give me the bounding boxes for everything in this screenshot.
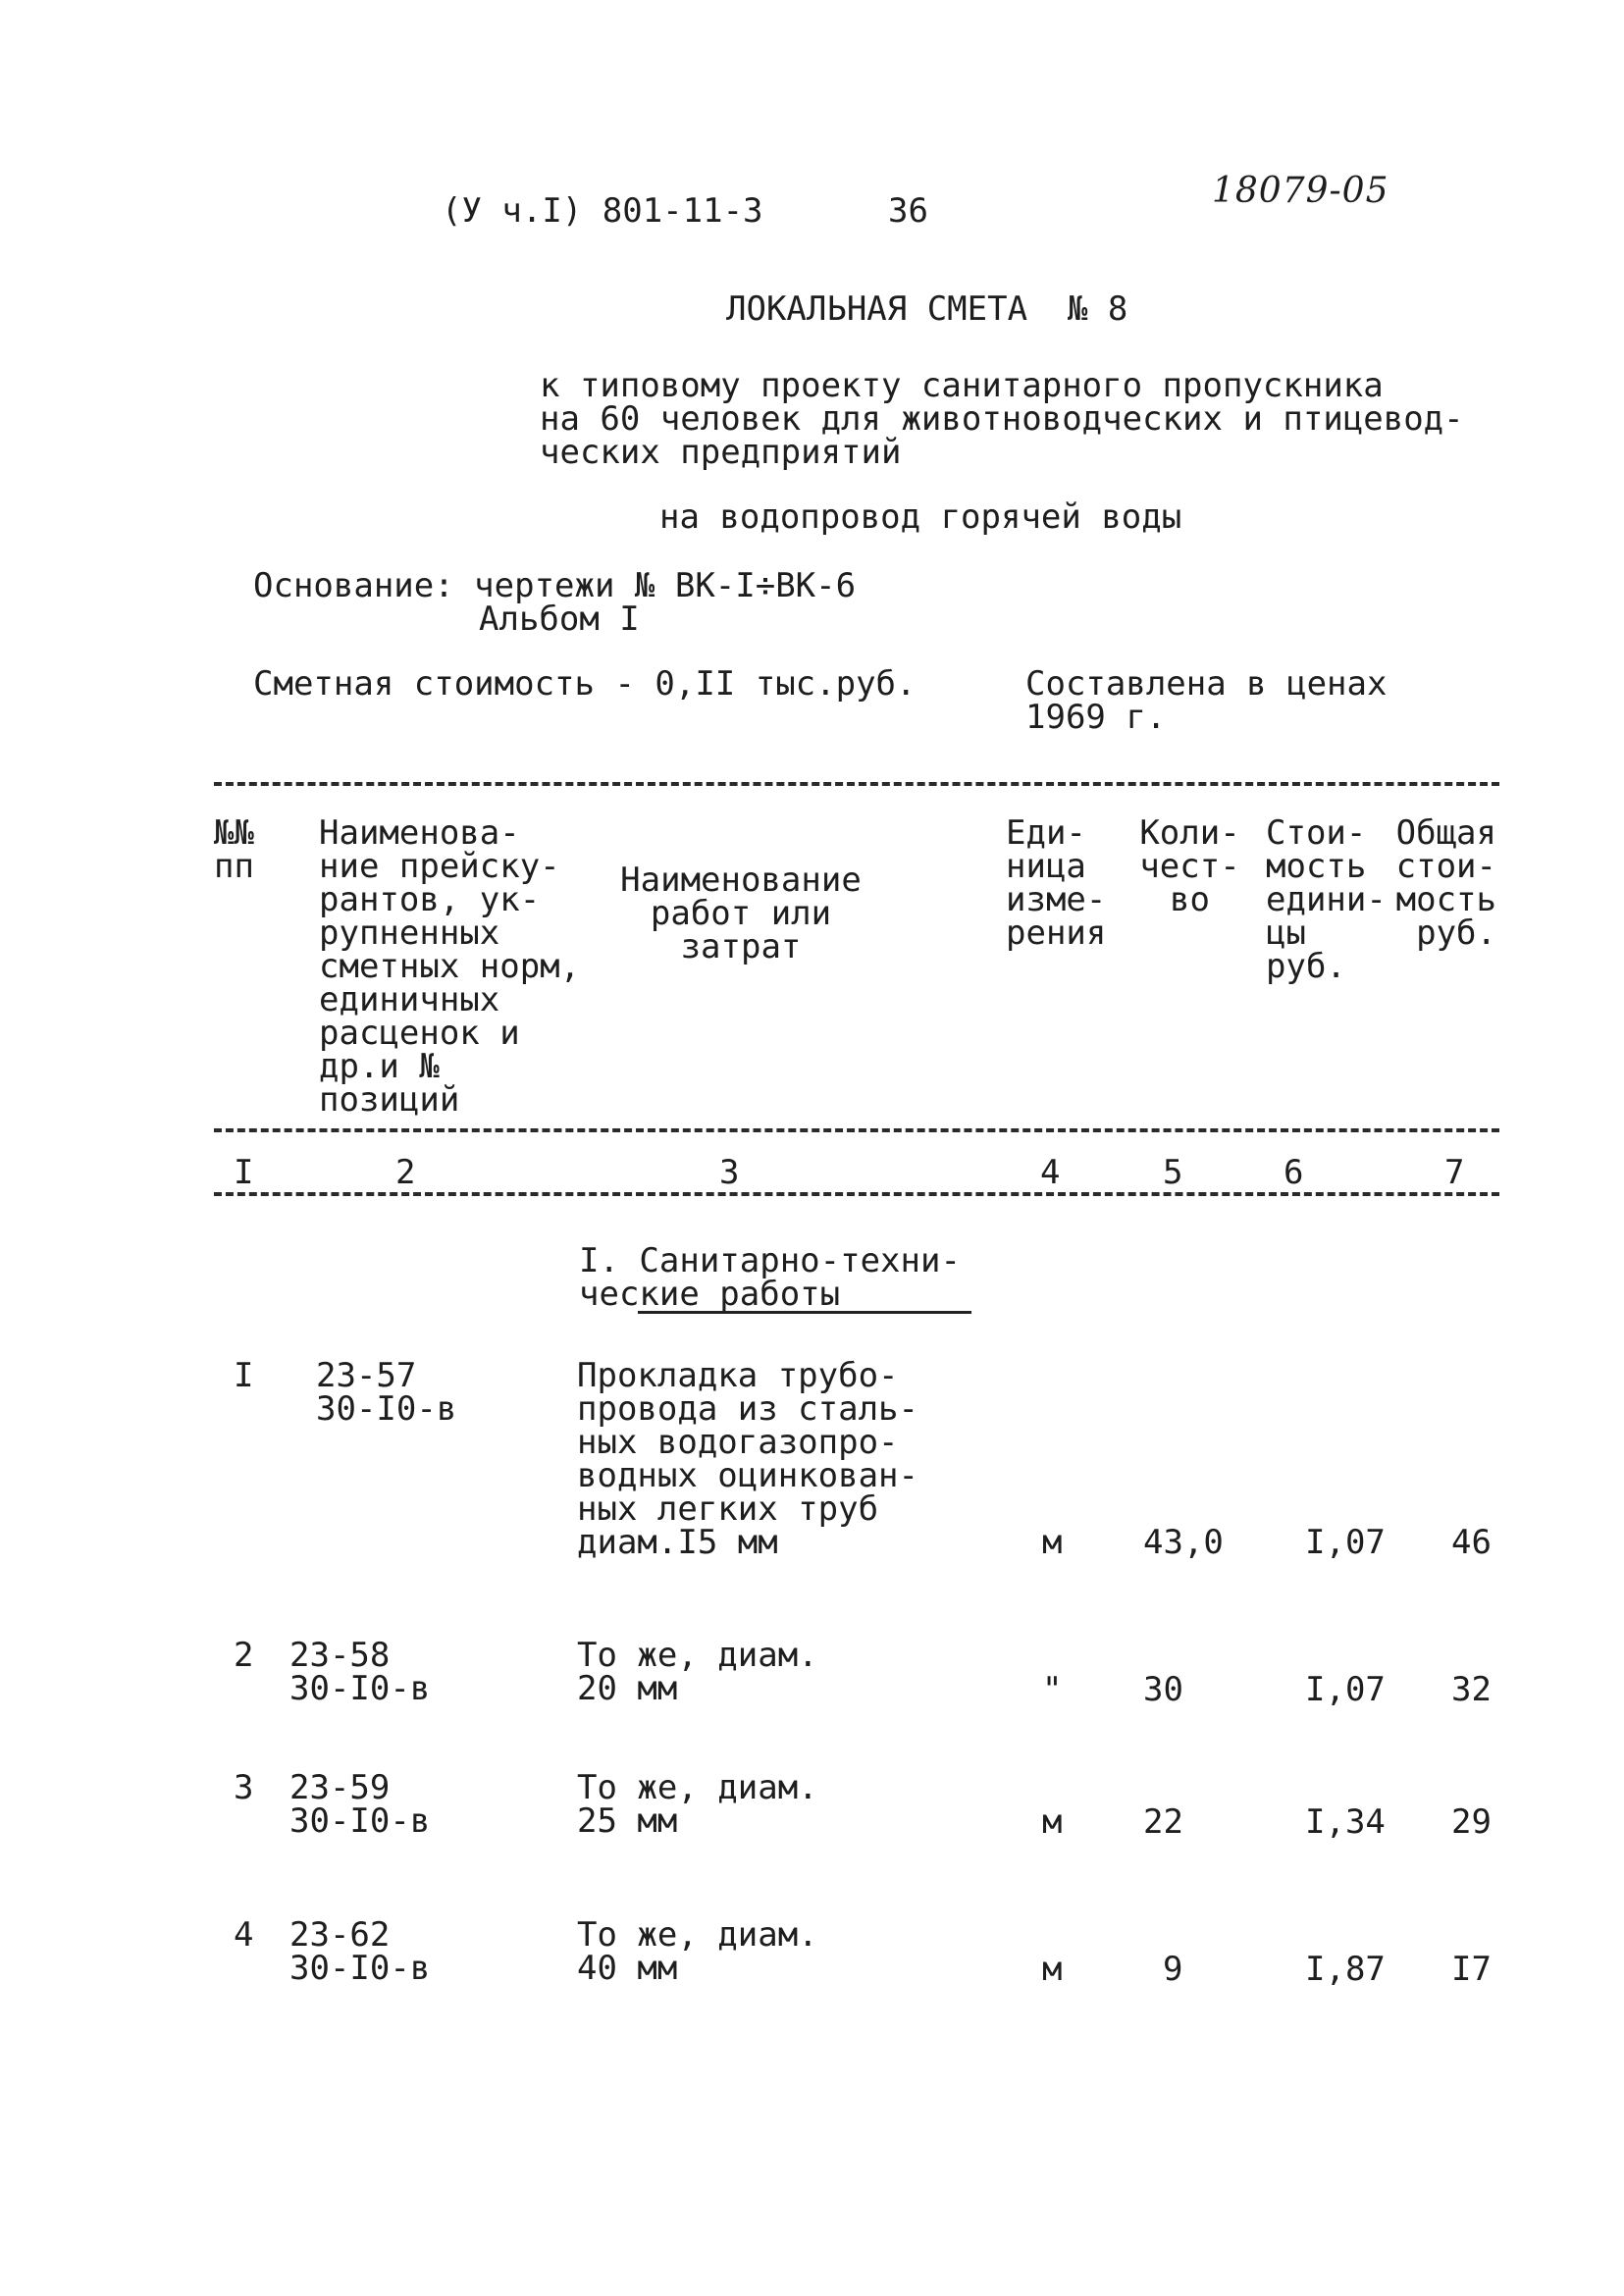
section-title-underline [638, 1311, 971, 1314]
row-4-name: То же, диам. 40 мм [577, 1915, 818, 1988]
basis-line-1: Основание: чертежи № ВК-I÷ВК-6 [253, 566, 857, 605]
page-number: 36 [888, 191, 928, 231]
row-1-num: I [234, 1356, 254, 1395]
prices-line-1: Составлена в ценах [1025, 664, 1388, 704]
row-4-num: 4 [234, 1915, 254, 1955]
row-2-total: 32 [1451, 1670, 1492, 1709]
header-col-6: Стои- мость едини- цы руб. [1266, 813, 1387, 986]
colnum-7: 7 [1444, 1153, 1465, 1192]
row-3-name: То же, диам. 25 мм [577, 1768, 818, 1841]
colnum-2: 2 [395, 1153, 416, 1192]
basis-line-2: Альбом I [479, 600, 640, 639]
colnum-5: 5 [1163, 1153, 1183, 1192]
header-col-7: Общая стои- мость руб. [1395, 813, 1496, 953]
colnum-6: 6 [1283, 1153, 1304, 1192]
row-1-code: 23-57 30-I0-в [316, 1356, 457, 1429]
row-3-price: I,34 [1305, 1802, 1386, 1842]
row-3-num: 3 [234, 1768, 254, 1807]
prices-line-2: 1969 г. [1025, 698, 1167, 737]
header-col-1: №№ пп [214, 813, 254, 886]
row-4-code: 23-62 30-I0-в [289, 1915, 431, 1988]
colnum-1: I [234, 1153, 254, 1192]
row-1-price: I,07 [1305, 1523, 1386, 1562]
colnum-4: 4 [1040, 1153, 1061, 1192]
row-2-unit: " [1042, 1670, 1063, 1709]
row-2-code: 23-58 30-I0-в [289, 1636, 431, 1708]
header-col-3: Наименование работ или затрат [620, 861, 862, 966]
row-1-qty: 43,0 [1143, 1523, 1224, 1562]
row-1-total: 46 [1451, 1523, 1492, 1562]
document-code: (У ч.I) 801-11-3 [442, 191, 763, 231]
header-col-4: Еди- ница изме- рения [1006, 813, 1107, 953]
row-2-num: 2 [234, 1636, 254, 1675]
row-4-qty: 9 [1163, 1950, 1183, 1989]
row-4-unit: м [1042, 1950, 1063, 1989]
subtitle-line-3: ческих предприятий [540, 433, 902, 472]
handwritten-number: 18079-05 [1212, 171, 1389, 211]
row-3-total: 29 [1451, 1802, 1492, 1842]
header-col-2: Наименова- ние прейску- рантов, ук- рупненных сметных норм, единичных расценок и др.и № позиций [319, 813, 581, 1120]
table-top-rule [214, 782, 1499, 786]
row-3-code: 23-59 30-I0-в [289, 1768, 431, 1841]
header-col-5: Коли- чест- во [1139, 813, 1240, 919]
estimate-title: ЛОКАЛЬНАЯ СМЕТА № 8 [726, 289, 1128, 329]
row-1-unit: м [1042, 1523, 1063, 1562]
row-3-qty: 22 [1143, 1802, 1183, 1842]
row-3-unit: м [1042, 1802, 1063, 1842]
estimate-object: на водопровод горячей воды [659, 497, 1182, 537]
column-numbers-rule [214, 1192, 1499, 1196]
row-2-qty: 30 [1143, 1670, 1183, 1709]
row-2-name: То же, диам. 20 мм [577, 1636, 818, 1708]
subtitle-line-2: на 60 человек для животноводческих и птицевод- [540, 399, 1464, 439]
subtitle-line-1: к типовому проекту санитарного пропускника [540, 366, 1384, 405]
header-bottom-rule [214, 1128, 1499, 1132]
section-title: I. Санитарно-техни- ческие работы [579, 1241, 961, 1314]
row-2-price: I,07 [1305, 1670, 1386, 1709]
estimated-cost: Сметная стоимость - 0,II тыс.руб. [253, 664, 917, 704]
row-4-price: I,87 [1305, 1950, 1386, 1989]
row-1-name: Прокладка трубо- провода из сталь- ных водогазопро- водных оцинкован- ных легких труб диам.I5 мм [577, 1356, 918, 1562]
row-4-total: I7 [1451, 1950, 1492, 1989]
colnum-3: 3 [719, 1153, 740, 1192]
